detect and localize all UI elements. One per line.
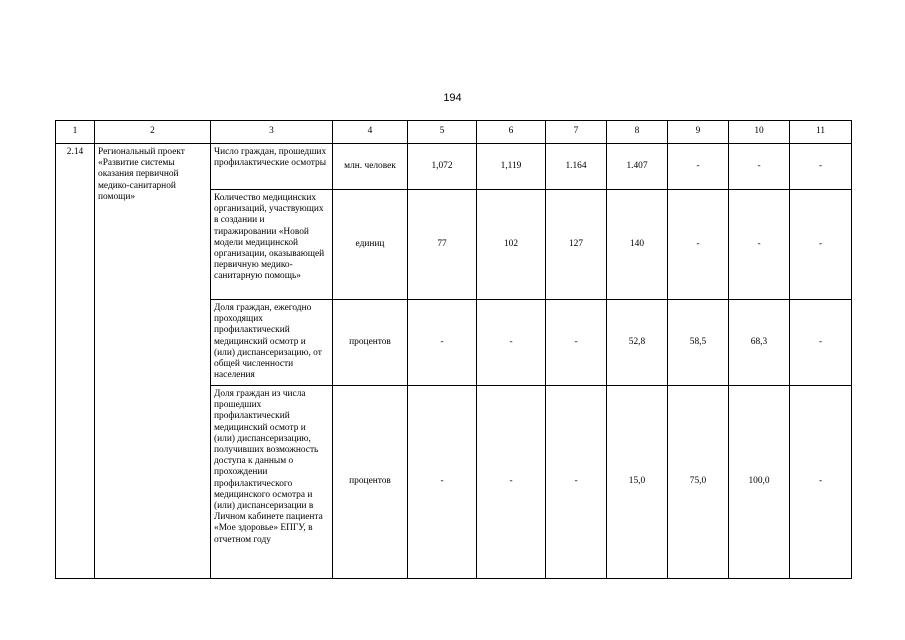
column-header: 2 — [95, 121, 211, 144]
unit-cell: процентов — [333, 300, 408, 386]
value-cell: 15,0 — [607, 386, 668, 579]
indicator-name: Количество медицинских организаций, участвующих в создании и тиражировании «Новой модели медицинской организации, оказывающей первичную медико-санитарную помощь» — [211, 190, 333, 300]
value-cell: 102 — [477, 190, 546, 300]
value-cell: 77 — [408, 190, 477, 300]
column-header: 6 — [477, 121, 546, 144]
value-cell: - — [790, 386, 852, 579]
value-cell: 140 — [607, 190, 668, 300]
page-number: 194 — [443, 92, 462, 104]
value-cell: 127 — [546, 190, 607, 300]
indicator-name: Число граждан, прошедших профилактические осмотры — [211, 144, 333, 190]
value-cell: 1,119 — [477, 144, 546, 190]
value-cell: 75,0 — [668, 386, 729, 579]
value-cell: 68,3 — [729, 300, 790, 386]
unit-cell: млн. человек — [333, 144, 408, 190]
value-cell: - — [790, 144, 852, 190]
value-cell: 58,5 — [668, 300, 729, 386]
column-header: 7 — [546, 121, 607, 144]
value-cell: - — [668, 190, 729, 300]
table-row — [56, 144, 852, 190]
value-cell: 1,072 — [408, 144, 477, 190]
indicator-name: Доля граждан, ежегодно проходящих профилактический медицинский осмотр и (или) диспансеризацию, от общей численности населения — [211, 300, 333, 386]
value-cell: 1.164 — [546, 144, 607, 190]
column-header: 5 — [408, 121, 477, 144]
indicators-table — [55, 120, 852, 579]
value-cell: - — [729, 190, 790, 300]
value-cell: - — [546, 386, 607, 579]
column-header: 3 — [211, 121, 333, 144]
unit-cell: процентов — [333, 386, 408, 579]
value-cell: - — [790, 190, 852, 300]
indicator-name: Доля граждан из числа прошедших профилактический медицинский осмотр и (или) диспансеризацию, получивших возможность доступа к данным о прохождении профилактического медицинского осмотра и (или) диспансеризации в Личном кабинете пациента «Мое здоровье» ЕПГУ, в отчетном году — [211, 386, 333, 579]
value-cell: - — [729, 144, 790, 190]
value-cell: - — [546, 300, 607, 386]
section-title: Региональный проект «Развитие системы оказания первичной медико-санитарной помощи» — [95, 144, 211, 579]
value-cell: - — [408, 300, 477, 386]
column-header: 8 — [607, 121, 668, 144]
value-cell: - — [408, 386, 477, 579]
column-header: 9 — [668, 121, 729, 144]
value-cell: - — [477, 300, 546, 386]
value-cell: - — [477, 386, 546, 579]
column-header: 10 — [729, 121, 790, 144]
value-cell: - — [668, 144, 729, 190]
column-header: 4 — [333, 121, 408, 144]
value-cell: 1.407 — [607, 144, 668, 190]
column-header: 11 — [790, 121, 852, 144]
value-cell: 100,0 — [729, 386, 790, 579]
column-header: 1 — [56, 121, 95, 144]
value-cell: - — [790, 300, 852, 386]
unit-cell: единиц — [333, 190, 408, 300]
header-row — [56, 121, 852, 144]
section-number: 2.14 — [56, 144, 95, 579]
value-cell: 52,8 — [607, 300, 668, 386]
